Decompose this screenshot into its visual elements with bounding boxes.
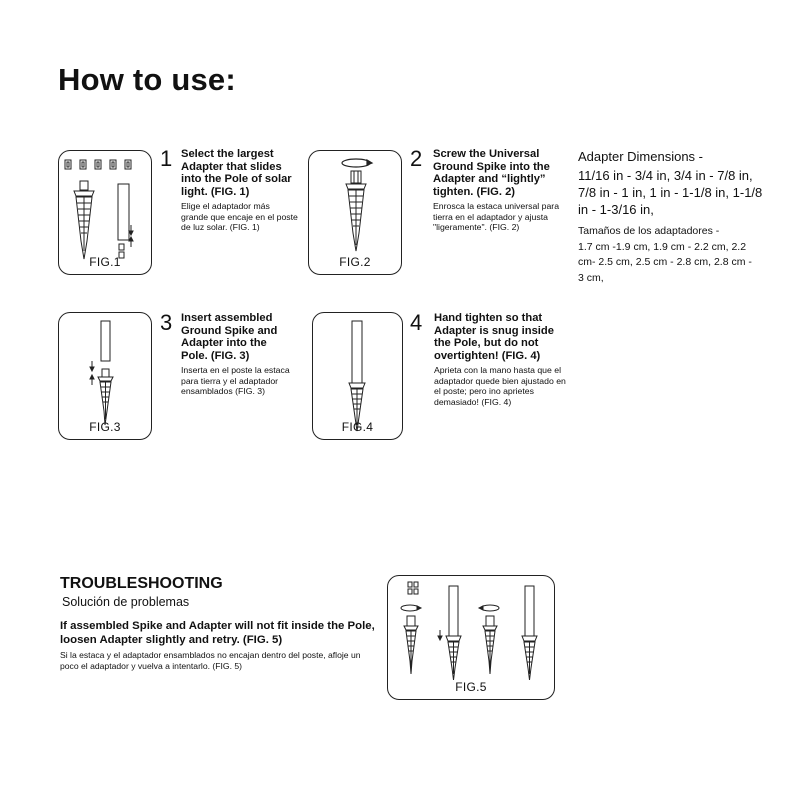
step-2-instruction-es: Enrosca la estaca universal para tierra en el adaptador y ajusta "ligeramente". (FIG. 2) bbox=[433, 201, 560, 232]
figure-3 bbox=[58, 312, 152, 440]
step-4-instruction: Hand tighten so that Adapter is snug inside the Pole, but do not overtighten! (FIG. 4) bbox=[434, 312, 554, 362]
step-2-number: 2 bbox=[410, 146, 423, 171]
ground-spike-icon bbox=[98, 369, 113, 425]
up-down-arrows-icon bbox=[90, 361, 94, 385]
troubleshooting-instruction-es: Si la estaca y el adaptador ensamblados no encajan dentro del poste, afloje un poco el adaptador y vuelva a intentarlo. (FIG. 5) bbox=[60, 650, 361, 671]
troubleshooting-subtitle: Solución de problemas bbox=[62, 595, 190, 609]
figure-1 bbox=[58, 150, 152, 275]
step-1-instruction-es: Elige el adaptador más grande que encaje en el poste de luz solar. (FIG. 1) bbox=[181, 201, 298, 232]
up-down-arrows-icon bbox=[129, 225, 133, 247]
page-title: How to use: bbox=[58, 62, 236, 97]
figure-5-label: FIG.5 bbox=[455, 680, 487, 694]
figure-5 bbox=[387, 575, 555, 700]
figure-1-label: FIG.1 bbox=[89, 255, 121, 269]
troubleshooting-title: TROUBLESHOOTING bbox=[60, 575, 223, 592]
figure-3-label: FIG.3 bbox=[89, 420, 121, 434]
adapter-set-icon bbox=[408, 582, 418, 594]
ground-spike-icon bbox=[74, 181, 94, 259]
figure-4 bbox=[312, 312, 403, 440]
rotate-arrow-icon bbox=[479, 605, 499, 611]
step-1-number: 1 bbox=[160, 146, 173, 171]
step-2-instruction: Screw the Universal Ground Spike into the Adapter and “lightly” tighten. (FIG. 2) bbox=[433, 148, 550, 198]
adapter-dimensions-metric: 1.7 cm -1.9 cm, 1.9 cm - 2.2 cm, 2.2 cm- 2.5 cm, 2.5 cm - 2.8 cm, 2.8 cm - 3 cm, bbox=[578, 240, 752, 284]
adapter-dimensions-heading: Adapter Dimensions - bbox=[578, 149, 703, 164]
step-4-instruction-es: Aprieta con la mano hasta que el adaptador quede bien ajustado en el poste; pero ino aprietes demasiado! (FIG. 4) bbox=[434, 365, 566, 407]
step-3-instruction-es: Inserta en el poste la estaca para tierra y el adaptador ensamblados (FIG. 3) bbox=[181, 365, 290, 396]
pole-icon bbox=[118, 184, 129, 240]
adapter-dimensions-imperial: 11/16 in - 3/4 in, 3/4 in - 7/8 in, 7/8 in - 1 in, 1 in - 1-1/8 in, 1-1/8 in - 1-3/16 in, bbox=[578, 168, 763, 217]
figure-2 bbox=[308, 150, 402, 275]
step-4-number: 4 bbox=[410, 310, 423, 335]
step-3-instruction: Insert assembled Ground Spike and Adapter into the Pole. (FIG. 3) bbox=[181, 312, 278, 362]
step-1-instruction: Select the largest Adapter that slides into the Pole of solar light. (FIG. 1) bbox=[181, 148, 292, 198]
adapter-dimensions-es-heading: Tamaños de los adaptadores - bbox=[578, 225, 720, 237]
ground-spike-icon bbox=[404, 616, 418, 674]
figure-2-label: FIG.2 bbox=[339, 255, 371, 269]
step-3-number: 3 bbox=[160, 310, 173, 335]
pole-icon bbox=[449, 586, 458, 636]
down-arrow-icon bbox=[438, 630, 442, 640]
troubleshooting-instruction: If assembled Spike and Adapter will not fit inside the Pole, loosen Adapter slightly and retry. (FIG. 5) bbox=[60, 620, 375, 646]
rotate-arrow-icon bbox=[342, 159, 372, 167]
rotate-arrow-icon bbox=[401, 605, 421, 611]
pole-icon bbox=[101, 321, 110, 361]
ground-spike-icon bbox=[346, 171, 366, 251]
pole-icon bbox=[522, 586, 537, 680]
pole-icon bbox=[352, 321, 362, 383]
figure-4-label: FIG.4 bbox=[341, 420, 374, 434]
